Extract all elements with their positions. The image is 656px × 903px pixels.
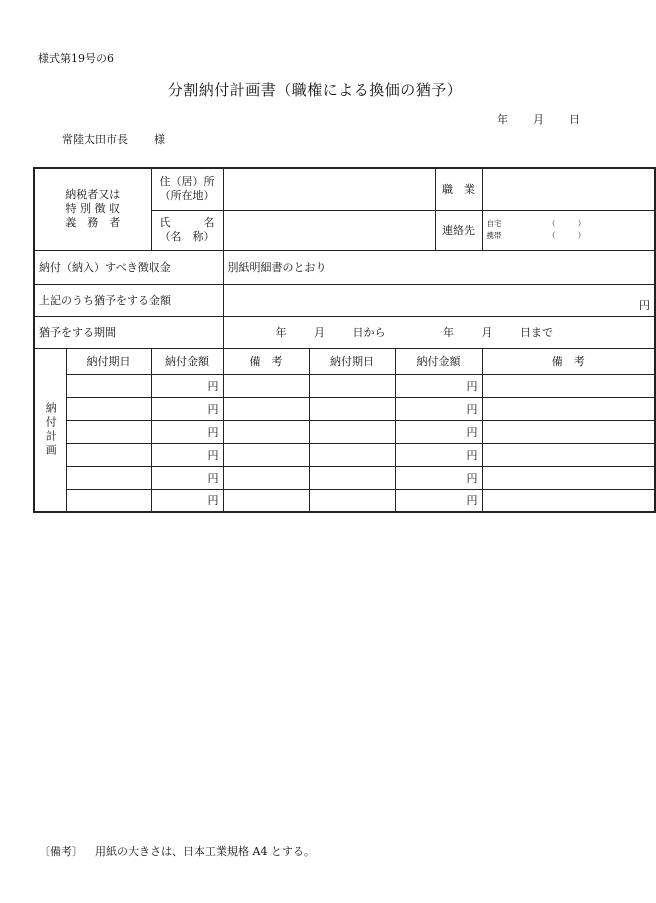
date-month: 月	[533, 113, 544, 126]
contact-home-paren-close: ）	[577, 219, 586, 228]
contact-mobile-paren-close: ）	[577, 231, 586, 240]
addressee	[62, 131, 165, 147]
deferred-amount-field[interactable]	[223, 284, 655, 316]
plan-date-cell[interactable]	[66, 466, 151, 489]
plan-date-cell[interactable]	[309, 374, 395, 397]
deferred-amount-label: 上記のうち猶予をする金額	[34, 284, 223, 316]
plan-header: 備 考	[482, 348, 655, 374]
plan-date-cell[interactable]	[309, 466, 395, 489]
period-end-day: 日まで	[520, 326, 553, 339]
form-table	[33, 167, 656, 513]
period-end-month: 月	[481, 326, 493, 339]
plan-amount-cell[interactable]: 円	[395, 443, 482, 466]
plan-amount-cell[interactable]: 円	[395, 374, 482, 397]
plan-date-cell[interactable]	[66, 420, 151, 443]
footer-note-label: 〔備考〕	[39, 845, 83, 858]
period-start-year: 年	[275, 326, 287, 339]
contact-home-paren-open: （	[547, 219, 556, 228]
plan-note-cell[interactable]	[223, 443, 309, 466]
footer-note-text: 用紙の大きさは、日本工業規格 A4 とする。	[95, 845, 315, 858]
deferred-amount-yen: 円	[639, 298, 650, 312]
taxpayer-label-line2: 特 別 徴 収	[65, 202, 120, 216]
plan-amount-cell[interactable]: 円	[395, 420, 482, 443]
plan-amount-cell[interactable]: 円	[395, 466, 482, 489]
plan-header: 納付期日	[66, 348, 151, 374]
plan-date-cell[interactable]	[66, 489, 151, 512]
name-label-line2: （名 称）	[159, 230, 215, 243]
date-day: 日	[569, 113, 580, 126]
plan-row	[34, 443, 655, 466]
plan-note-cell[interactable]	[482, 420, 655, 443]
form-number: 様式第19号の6	[38, 52, 114, 65]
plan-side-label	[34, 348, 66, 512]
address-field[interactable]	[223, 168, 435, 210]
occupation-field[interactable]	[482, 168, 655, 210]
taxpayer-label-cell	[34, 168, 151, 250]
plan-amount-cell[interactable]: 円	[395, 397, 482, 420]
plan-note-cell[interactable]	[482, 374, 655, 397]
plan-date-cell[interactable]	[309, 443, 395, 466]
plan-header: 備 考	[223, 348, 309, 374]
plan-amount-cell[interactable]: 円	[151, 443, 223, 466]
plan-header: 納付金額	[151, 348, 223, 374]
contact-home-label: 自宅	[486, 219, 502, 228]
plan-note-cell[interactable]	[223, 420, 309, 443]
contact-home-row	[487, 218, 651, 230]
plan-side-label-text: 納付計画	[44, 401, 58, 458]
contact-field[interactable]	[482, 210, 655, 250]
contact-mobile-row	[487, 230, 651, 242]
due-amount-value: 別紙明細書のとおり	[223, 250, 655, 284]
address-label-cell	[151, 168, 223, 210]
plan-amount-cell[interactable]: 円	[151, 466, 223, 489]
plan-note-cell[interactable]	[223, 397, 309, 420]
due-amount-label: 納付（納入）すべき徴収金	[34, 250, 223, 284]
name-field[interactable]	[223, 210, 435, 250]
plan-row	[34, 420, 655, 443]
address-label-line1: 住（居）所	[159, 175, 215, 189]
plan-header: 納付期日	[309, 348, 395, 374]
period-start-day: 日から	[352, 326, 386, 339]
plan-amount-cell[interactable]: 円	[151, 420, 223, 443]
period-label: 猶予をする期間	[34, 316, 223, 348]
name-label-cell	[151, 210, 223, 250]
plan-date-cell[interactable]	[66, 374, 151, 397]
plan-row	[34, 374, 655, 397]
plan-note-cell[interactable]	[482, 443, 655, 466]
plan-date-cell[interactable]	[309, 397, 395, 420]
footer-note	[39, 843, 315, 859]
plan-note-cell[interactable]	[482, 397, 655, 420]
plan-amount-cell[interactable]: 円	[151, 374, 223, 397]
plan-note-cell[interactable]	[482, 466, 655, 489]
occupation-label: 職 業	[435, 168, 482, 210]
plan-row	[34, 466, 655, 489]
plan-note-cell[interactable]	[223, 489, 309, 512]
plan-date-cell[interactable]	[66, 443, 151, 466]
plan-note-cell[interactable]	[482, 489, 655, 512]
taxpayer-label-line3: 義 務 者	[65, 216, 121, 230]
plan-date-cell[interactable]	[66, 397, 151, 420]
plan-note-cell[interactable]	[223, 374, 309, 397]
page-title: 分割納付計画書（職権による換価の猶予）	[167, 81, 463, 99]
contact-mobile-label: 携帯	[486, 231, 502, 240]
plan-row	[34, 397, 655, 420]
plan-note-cell[interactable]	[223, 466, 309, 489]
taxpayer-label-line1: 納税者又は	[65, 188, 121, 202]
plan-amount-cell[interactable]: 円	[395, 489, 482, 512]
plan-amount-cell[interactable]: 円	[151, 489, 223, 512]
period-field[interactable]	[223, 316, 655, 348]
contact-mobile-paren-open: （	[547, 231, 556, 240]
plan-amount-cell[interactable]: 円	[151, 397, 223, 420]
plan-header: 納付金額	[395, 348, 482, 374]
address-label-line2: （所在地）	[159, 189, 215, 203]
period-end-year: 年	[443, 326, 454, 339]
contact-label: 連絡先	[435, 210, 482, 250]
addressee-honorific: 様	[154, 133, 165, 146]
plan-row	[34, 489, 655, 512]
plan-date-cell[interactable]	[309, 420, 395, 443]
addressee-name: 常陸太田市長	[62, 133, 128, 146]
name-label-line1: 氏 名	[159, 216, 215, 229]
date-year: 年	[497, 113, 508, 126]
period-start-month: 月	[314, 326, 325, 339]
plan-date-cell[interactable]	[309, 489, 395, 512]
